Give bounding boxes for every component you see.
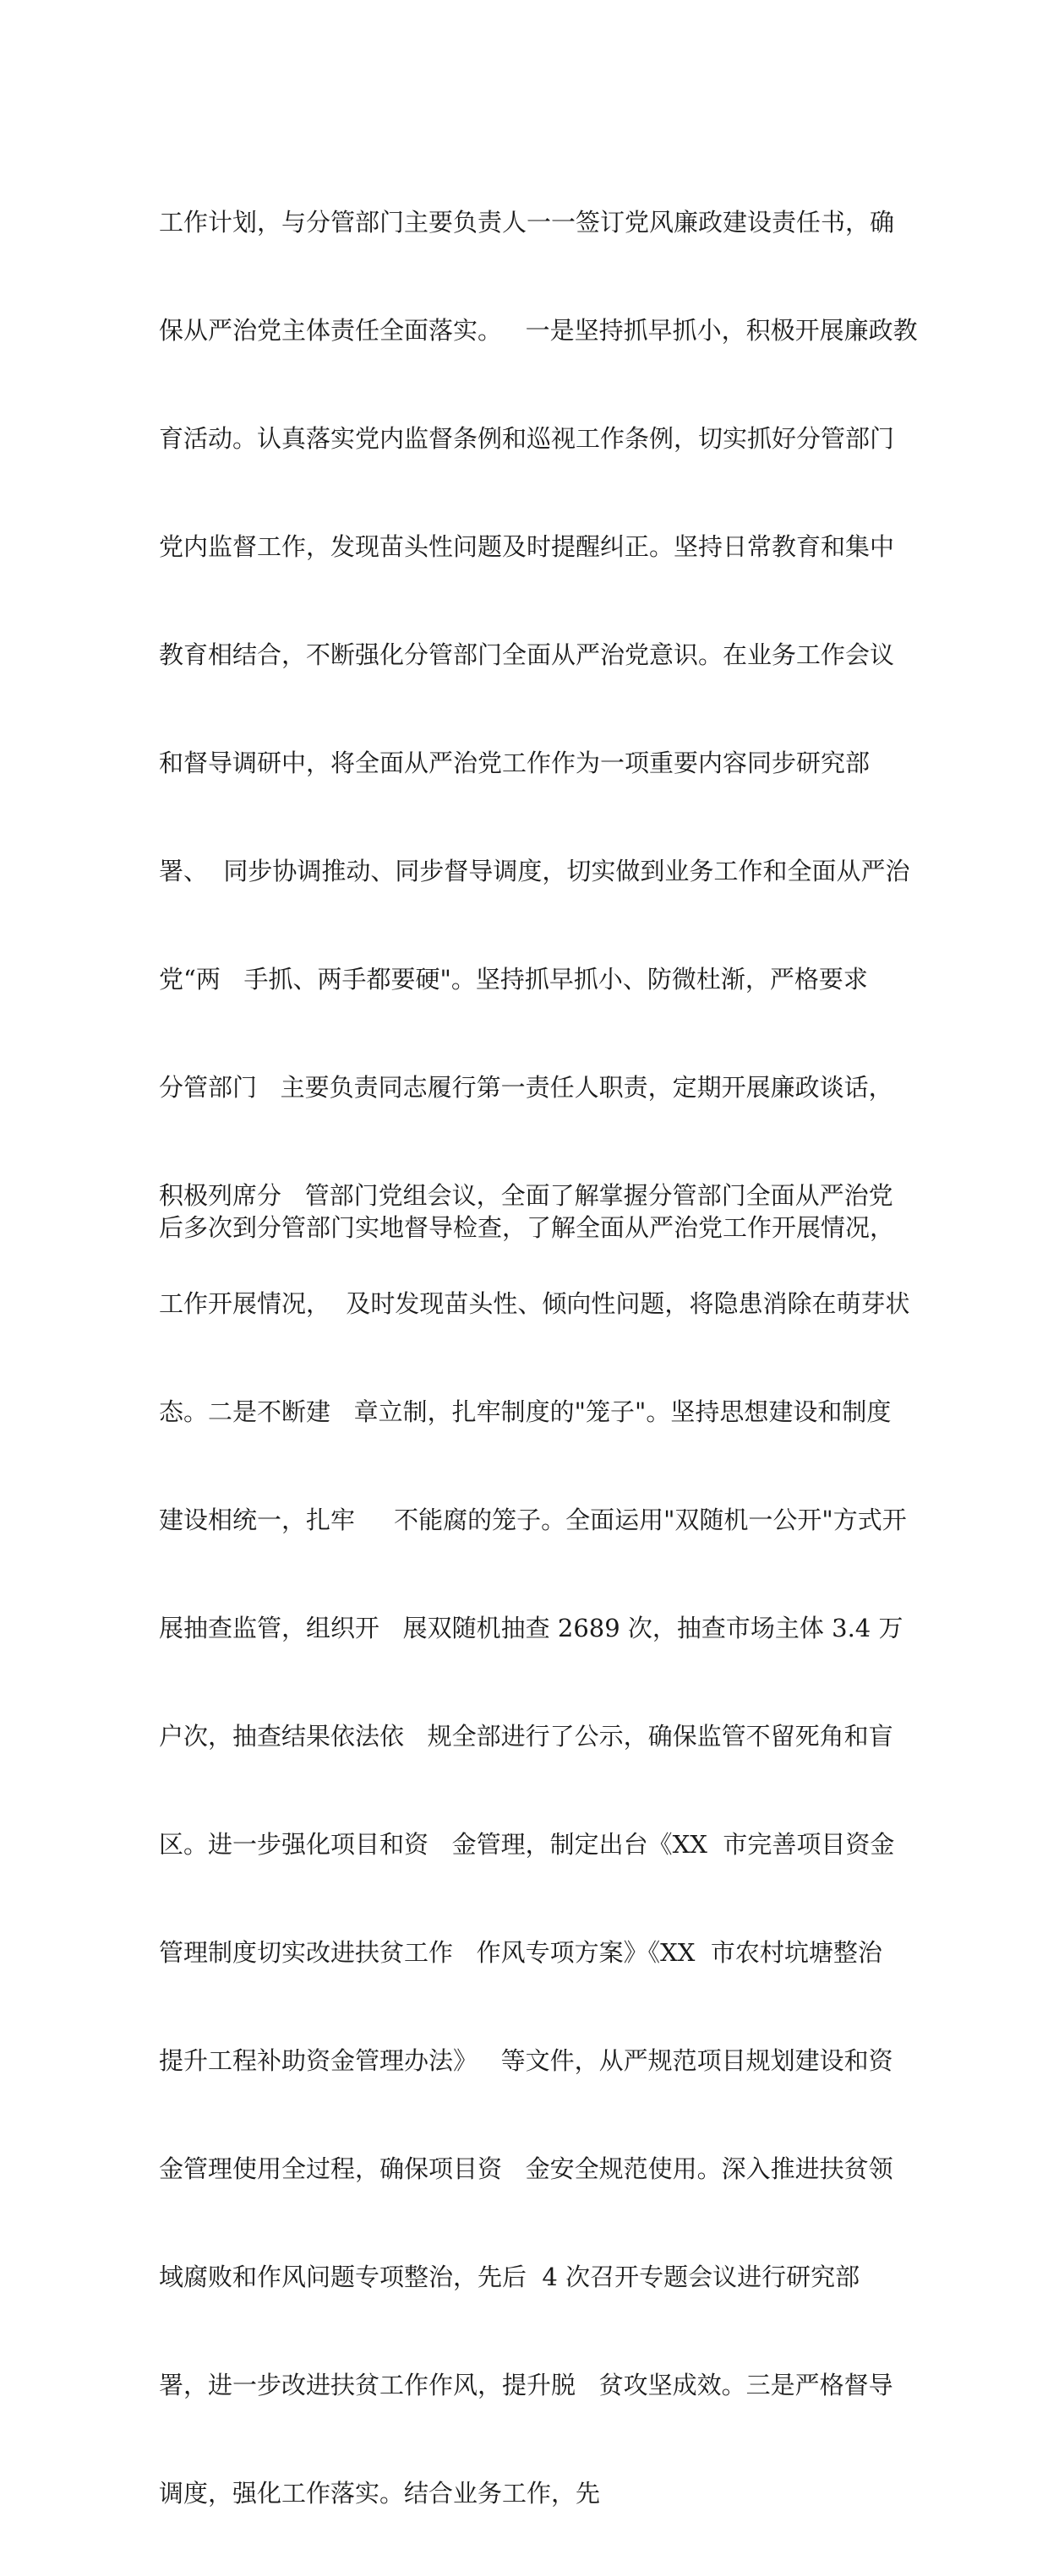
- text-line: 署、 同步协调推动、同步督导调度，切实做到业务工作和全面从严治: [159, 857, 910, 885]
- text-line: 和督导调研中，将全面从严治党工作作为一项重要内容同步研究部: [159, 749, 871, 777]
- text-line: 工作开展情况， 及时发现苗头性、倾向性问题，将隐患消除在萌芽状: [159, 1289, 910, 1318]
- text-line: 党内监督工作，发现苗头性问题及时提醒纠正。坚持日常教育和集中: [159, 532, 895, 561]
- text-line: 区。进一步强化项目和资 金管理，制定出台《XX 市完善项目资金: [159, 1830, 895, 1859]
- text-line: 管理制度切实改进扶贫工作 作风专项方案》《XX 市农村坑塘整治: [159, 1938, 882, 1967]
- text-line: 展抽查监管，组织开 展双随机抽查 2689 次，抽查市场主体 3.4 万: [159, 1614, 903, 1642]
- text-line: 育活动。认真落实党内监督条例和巡视工作条例，切实抓好分管部门: [159, 424, 895, 453]
- continuation-paragraph: [159, 1145, 903, 1310]
- text-line: 态。二是不断建 章立制，扎牢制度的"笼子"。坚持思想建设和制度: [159, 1397, 892, 1426]
- text-line: 调度，强化工作落实。结合业务工作，先: [159, 2479, 601, 2508]
- text-line: 教育相结合，不断强化分管部门全面从严治党意识。在业务工作会议: [159, 640, 895, 669]
- text-line: 后多次到分管部门实地督导检查，了解全面从严治党工作开展情况，: [159, 1213, 895, 1242]
- text-line: 建设相统一，扎牢 不能腐的笼子。全面运用"双随机一公开"方式开: [159, 1506, 907, 1534]
- main-paragraph: [159, 139, 918, 2576]
- text-line: 域腐败和作风问题专项整治，先后 4 次召开专题会议进行研究部: [159, 2263, 860, 2291]
- text-line: 保从严治党主体责任全面落实。 一是坚持抓早抓小，积极开展廉政教: [159, 316, 918, 345]
- text-line: 提升工程补助资金管理办法》 等文件，从严规范项目规划建设和资: [159, 2046, 893, 2075]
- text-line: 户次，抽查结果依法依 规全部进行了公示，确保监管不留死角和盲: [159, 1722, 893, 1751]
- text-line: 署，进一步改进扶贫工作作风，提升脱 贫攻坚成效。三是严格督导: [159, 2371, 893, 2399]
- text-line: 金管理使用全过程，确保项目资 金安全规范使用。深入推进扶贫领: [159, 2154, 893, 2183]
- text-line: 党“两 手抓、两手都要硬"。坚持抓早抓小、防微杜渐，严格要求: [159, 965, 868, 994]
- text-line: 工作计划，与分管部门主要负责人一一签订党风廉政建设责任书，确: [159, 208, 895, 237]
- text-line: 积极列席分 管部门党组会议，全面了解掌握分管部门全面从严治党: [159, 1181, 893, 1210]
- text-line: 分管部门 主要负责同志履行第一责任人职责，定期开展廉政谈话，: [159, 1073, 893, 1102]
